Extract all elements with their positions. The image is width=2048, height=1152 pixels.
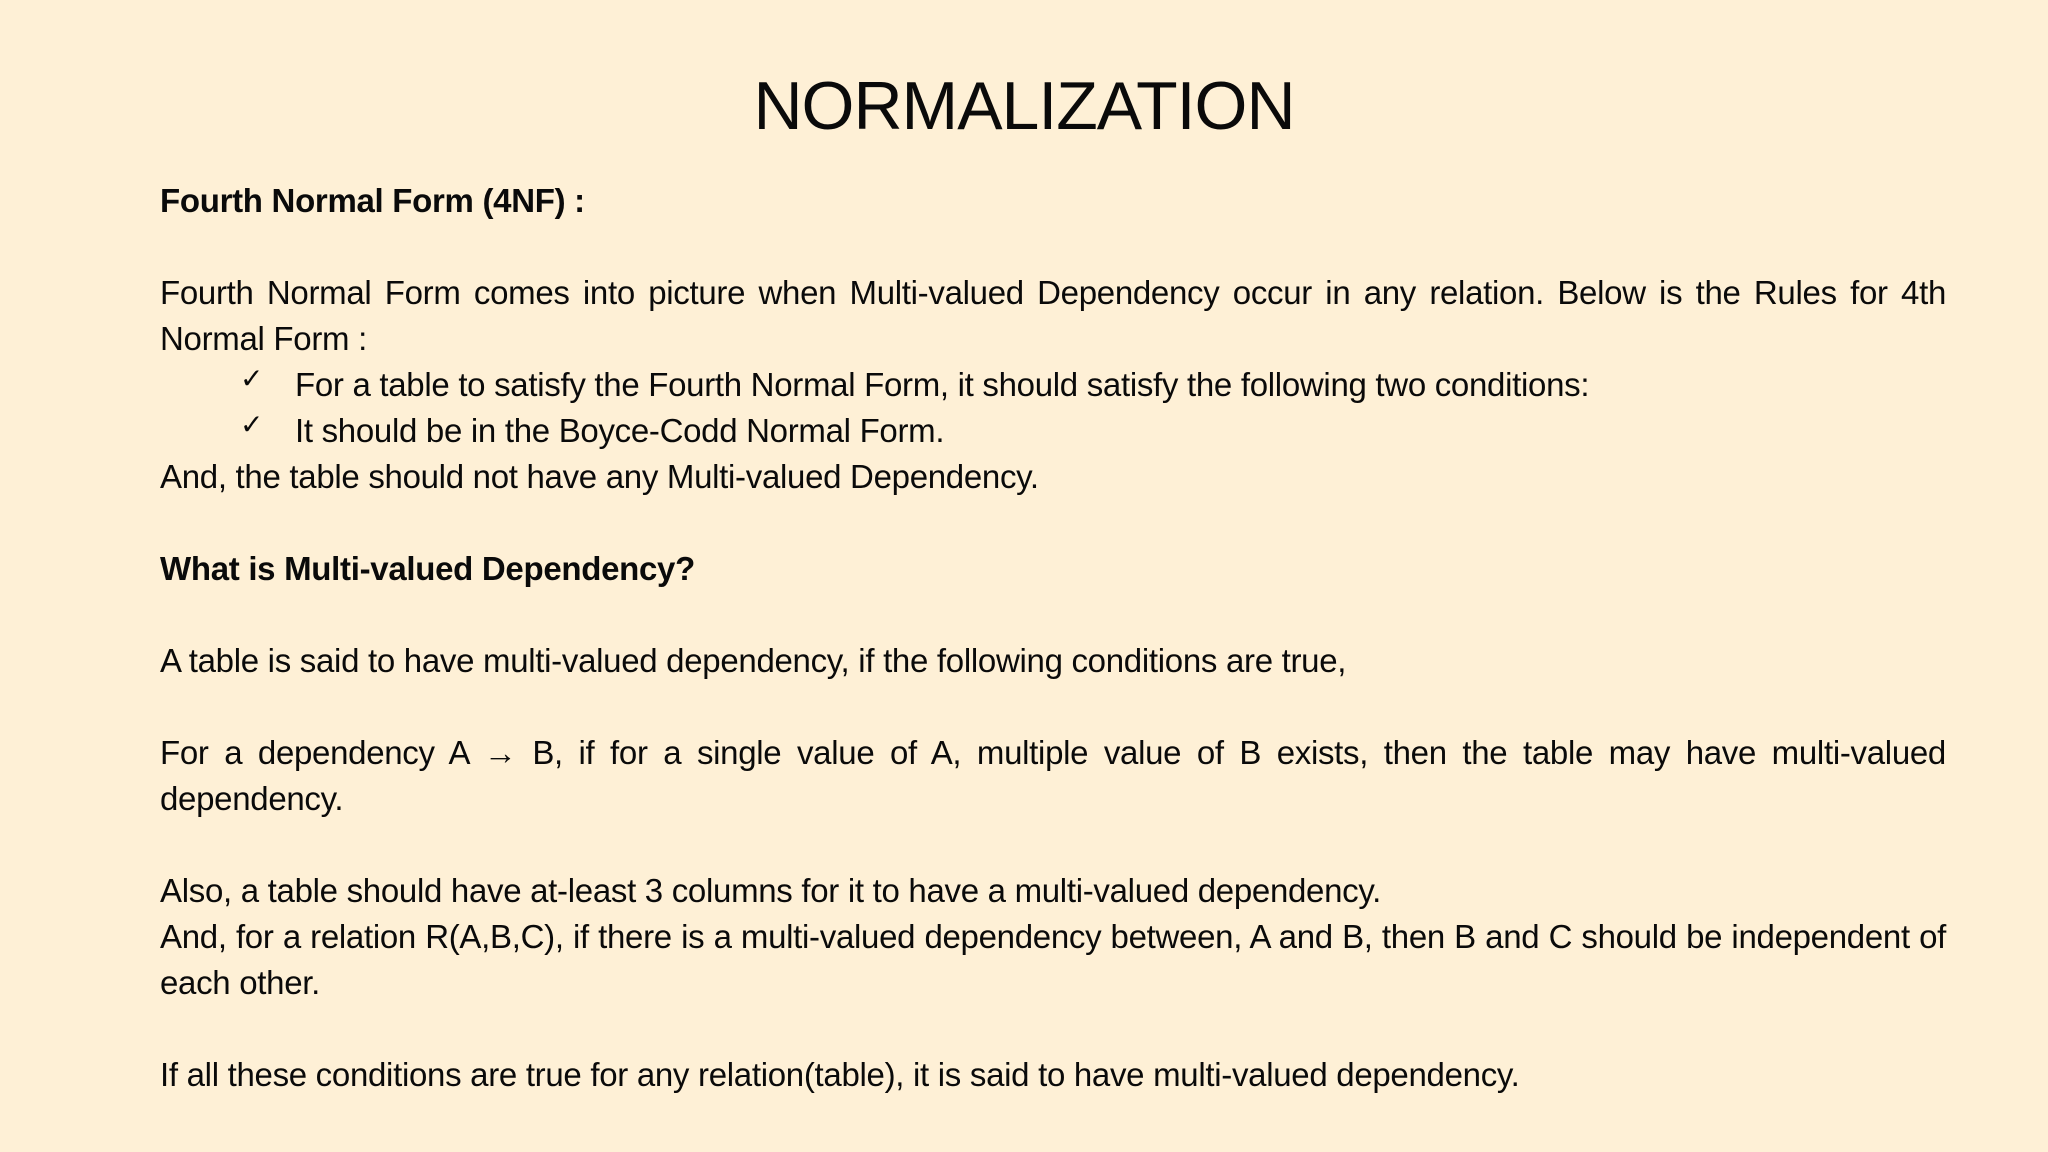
- rule-item: [240, 408, 1946, 454]
- slide-title: NORMALIZATION: [753, 68, 1295, 144]
- section-heading-mvd: What is Multi-valued Dependency?: [160, 550, 695, 587]
- checkmark-icon: ✓: [240, 408, 264, 441]
- mvd-intro: A table is said to have multi-valued dependency, if the following conditions are true,: [160, 642, 1347, 679]
- spacer: [160, 684, 1946, 730]
- spacer: [160, 1006, 1946, 1052]
- mvd-condition-3: And, for a relation R(A,B,C), if there is a multi-valued dependency between, A and B, then B and C should be independent of each other.: [160, 918, 1946, 1001]
- conclusion: If all these conditions are true for any relation(table), it is said to have multi-valued dependency.: [160, 1056, 1520, 1093]
- spacer: [160, 822, 1946, 868]
- spacer: [160, 592, 1946, 638]
- checkmark-icon: ✓: [240, 362, 264, 395]
- rule-tail: And, the table should not have any Multi-valued Dependency.: [160, 458, 1039, 495]
- section-heading-4nf: Fourth Normal Form (4NF) :: [160, 182, 585, 219]
- rule-text: It should be in the Boyce-Codd Normal Form.: [295, 412, 945, 449]
- mvd-condition-1: For a dependency A → B, if for a single value of A, multiple value of B exists, then the table may have multi-valued dependency.: [160, 734, 1946, 817]
- slide-body: [160, 178, 1946, 1098]
- rules-list: [160, 362, 1946, 454]
- spacer: [160, 224, 1946, 270]
- intro-paragraph: Fourth Normal Form comes into picture when Multi-valued Dependency occur in any relation. Below is the Rules for 4th Normal Form :: [160, 274, 1946, 357]
- rule-item: [240, 362, 1946, 408]
- rule-text: For a table to satisfy the Fourth Normal Form, it should satisfy the following two conditions:: [295, 366, 1590, 403]
- mvd-condition-2: Also, a table should have at-least 3 columns for it to have a multi-valued dependency.: [160, 872, 1381, 909]
- spacer: [160, 500, 1946, 546]
